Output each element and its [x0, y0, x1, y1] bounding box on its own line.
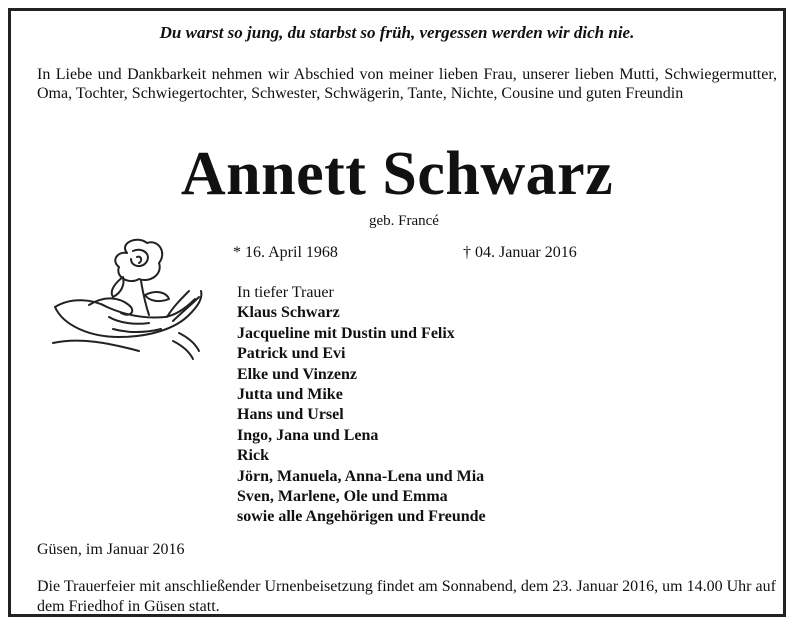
mourner-name: Sven, Marlene, Ole und Emma: [237, 488, 448, 506]
mourners-list: [237, 283, 486, 528]
mourner-name: sowie alle Angehörigen und Freunde: [237, 508, 486, 526]
mourner-name: Hans und Ursel: [237, 406, 344, 424]
service-info: Die Trauerfeier mit anschließender Urnenbeisetzung findet am Sonnabend, dem 23. Januar 2016, um 14.00 Uhr auf dem Friedhof in Güsen statt.: [37, 578, 776, 615]
mourner-name: Jörn, Manuela, Anna-Lena und Mia: [237, 467, 485, 485]
mourner-name: Ingo, Jana und Lena: [237, 426, 379, 444]
rose-in-hands-icon: [49, 233, 209, 365]
mourners-intro: In tiefer Trauer: [237, 284, 334, 301]
birth-date: * 16. April 1968: [233, 244, 338, 261]
intro-text: In Liebe und Dankbarkeit nehmen wir Abschied von meiner lieben Frau, unserer lieben Mutti, Schwiegermutter, Oma, Tochter, Schwiegertochter, Schwester, Schwägerin, Tante, Nichte, Cousine und guten Freundin: [37, 66, 777, 102]
mourner-name: Rick: [237, 447, 269, 465]
place-date: Güsen, im Januar 2016: [37, 541, 185, 558]
mourner-name: Elke und Vinzenz: [237, 365, 358, 383]
mourner-name: Klaus Schwarz: [237, 304, 340, 322]
motto: Du warst so jung, du starbst so früh, vergessen werden wir dich nie.: [159, 23, 635, 42]
mourner-name: Jutta und Mike: [237, 386, 343, 404]
death-date: † 04. Januar 2016: [463, 244, 577, 261]
birth-name: geb. Francé: [369, 213, 439, 229]
mourner-name: Patrick und Evi: [237, 345, 346, 363]
mourner-name: Jacqueline mit Dustin und Felix: [237, 324, 455, 342]
notice-frame: [8, 8, 786, 617]
deceased-name: Annett Schwarz: [180, 140, 614, 208]
